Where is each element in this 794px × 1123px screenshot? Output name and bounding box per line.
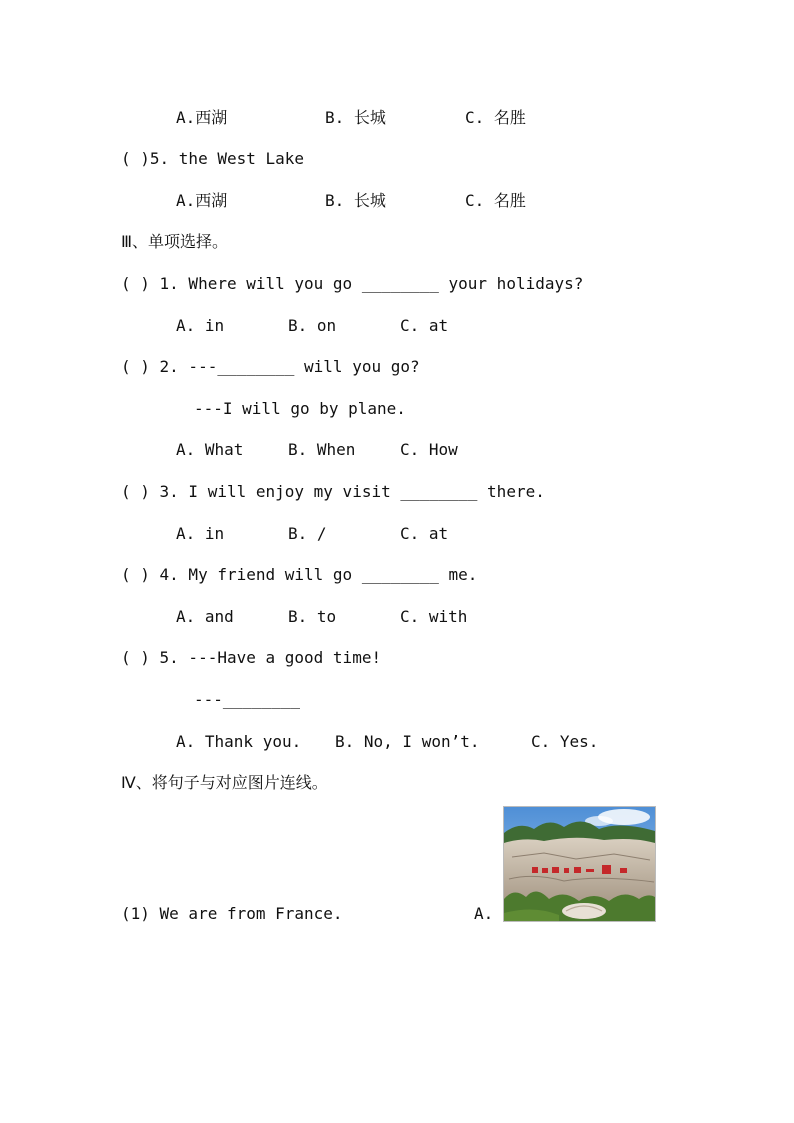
question-stem: ( )5. the West Lake xyxy=(121,149,305,168)
option-a: A.西湖 xyxy=(176,191,228,210)
question-stem: ( ) 1. Where will you go ________ your holidays? xyxy=(121,274,584,293)
dialogue-reply: ---I will go by plane. xyxy=(194,399,406,418)
option-b: B. / xyxy=(288,524,327,543)
option-c: C. How xyxy=(400,440,458,459)
option-b: B. to xyxy=(288,607,337,626)
match-sentence: (1) We are from France. xyxy=(121,904,343,923)
option-a: A. and xyxy=(176,607,234,626)
option-b: B. 长城 xyxy=(325,191,386,210)
section-heading: Ⅳ、将句子与对应图片连线。 xyxy=(121,773,328,792)
option-c: C. Yes. xyxy=(531,732,599,751)
question-stem: ( ) 3. I will enjoy my visit ________ there. xyxy=(121,482,545,501)
option-b: B. No, I won’t. xyxy=(335,732,480,751)
option-c: C. 名胜 xyxy=(465,108,526,127)
option-a: A. in xyxy=(176,316,225,335)
section-heading: Ⅲ、单项选择。 xyxy=(121,232,229,251)
question-stem: ( ) 5. ---Have a good time! xyxy=(121,648,382,667)
question-stem: ( ) 4. My friend will go ________ me. xyxy=(121,565,478,584)
dialogue-reply: ---________ xyxy=(194,690,300,709)
option-b: B. 长城 xyxy=(325,108,386,127)
option-b: B. When xyxy=(288,440,356,459)
option-b: B. on xyxy=(288,316,337,335)
option-a: A. in xyxy=(176,524,225,543)
option-a: A. Thank you. xyxy=(176,732,302,751)
option-c: C. at xyxy=(400,316,449,335)
option-c: C. with xyxy=(400,607,468,626)
question-stem: ( ) 2. ---________ will you go? xyxy=(121,357,420,376)
option-c: C. at xyxy=(400,524,449,543)
option-c: C. 名胜 xyxy=(465,191,526,210)
option-a: A. What xyxy=(176,440,244,459)
rock-inscription-photo xyxy=(503,806,656,922)
option-a: A.西湖 xyxy=(176,108,228,127)
picture-label: A. xyxy=(474,904,494,923)
